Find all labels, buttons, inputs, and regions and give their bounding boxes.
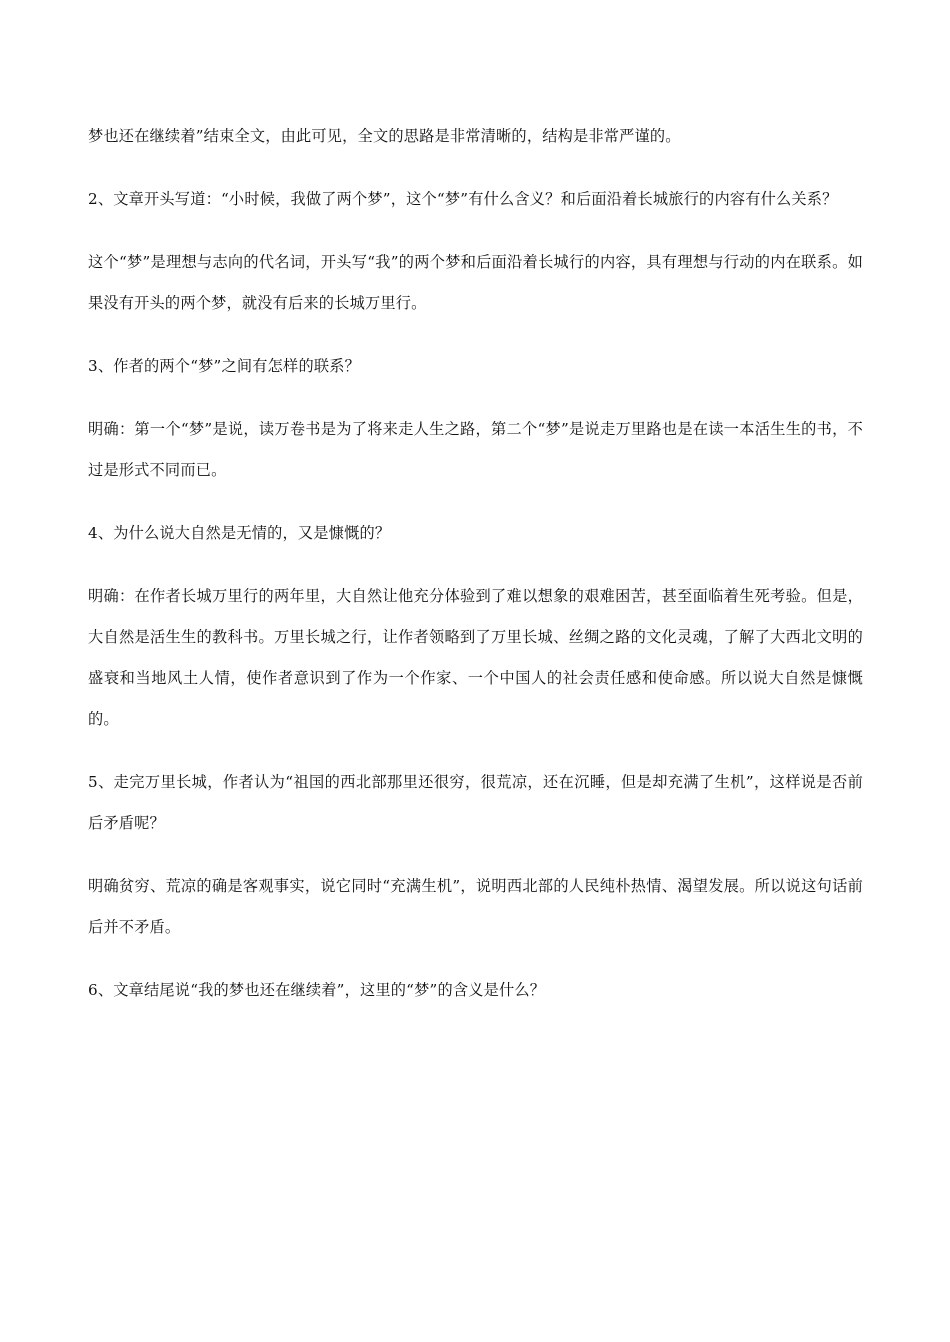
question-5: 5、走完万里长城，作者认为“祖国的西北部那里还很穷，很荒凉，还在沉睡，但是却充满了生机”，这样说是否前后矛盾呢？: [88, 773, 863, 832]
answer-5: 明确贫穷、荒凉的确是客观事实，说它同时“充满生机”，说明西北部的人民纯朴热情、渴望发展。所以说这句话前后并不矛盾。: [88, 877, 863, 936]
document-body: [88, 116, 863, 1033]
question-4: 4、为什么说大自然是无情的，又是慷慨的？: [88, 524, 391, 542]
answer-4: 明确：在作者长城万里行的两年里，大自然让他充分体验到了难以想象的艰难困苦，甚至面临着生死考验。但是，大自然是活生生的教科书。万里长城之行，让作者领略到了万里长城、丝绸之路的文化灵魂，了解了大西北文明的盛衰和当地风土人情，使作者意识到了作为一个作家、一个中国人的社会责任感和使命感。所以说大自然是慷慨的。: [88, 587, 863, 728]
paragraph-continuation: 梦也还在继续着”结束全文，由此可见，全文的思路是非常清晰的，结构是非常严谨的。: [88, 127, 681, 145]
question-3: 3、作者的两个“梦”之间有怎样的联系？: [88, 357, 360, 375]
question-6: 6、文章结尾说“我的梦也还在继续着”，这里的“梦”的含义是什么？: [88, 981, 546, 999]
question-2: 2、文章开头写道：“小时候，我做了两个梦”，这个“梦”有什么含义？和后面沿着长城旅行的内容有什么关系？: [88, 190, 838, 208]
answer-3: 明确：第一个“梦”是说，读万卷书是为了将来走人生之路，第二个“梦”是说走万里路也是在读一本活生生的书，不过是形式不同而已。: [88, 420, 863, 479]
answer-2: 这个“梦”是理想与志向的代名词，开头写“我”的两个梦和后面沿着长城行的内容，具有理想与行动的内在联系。如果没有开头的两个梦，就没有后来的长城万里行。: [88, 253, 863, 312]
